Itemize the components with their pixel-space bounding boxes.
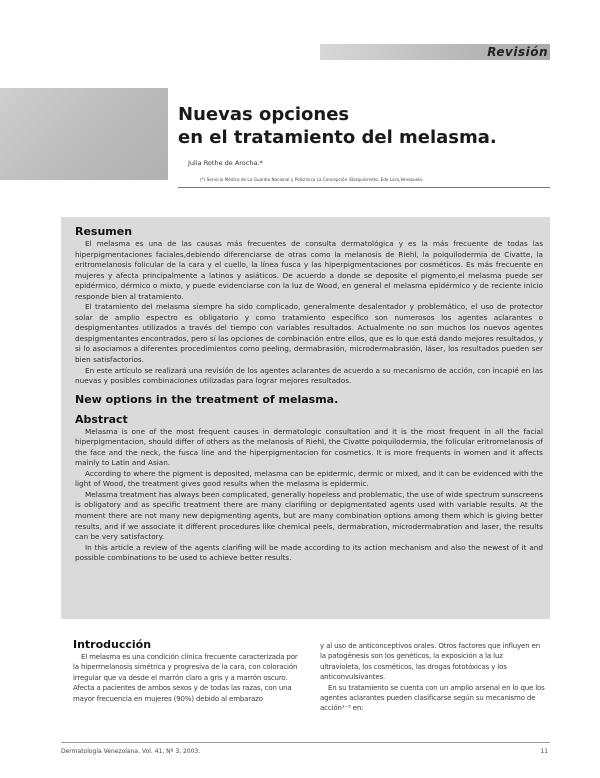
abstract-paragraph-2: According to where the pigment is deposited, melasma can be epidermic, dermic or mixed, and it can be evidenced with the light of Wood, the treatment gives good results when the melasma is epidermic.: [75, 468, 543, 489]
intro-right-column: [320, 641, 545, 714]
section-label: Revisión: [487, 45, 548, 59]
article-title: [178, 103, 558, 149]
title-line-2: en el tratamiento del melasma.: [178, 127, 497, 148]
intro-right-paragraph-2: En su tratamiento se cuenta con un amplio arsenal en lo que los agentes aclarantes pueden clasificarse según su mecanismo de acción¹⁻³ en:: [320, 683, 545, 713]
intro-right-paragraph-1: y al uso de anticonceptivos orales. Otros factores que influyen en la patogénesis son los genéticos, la exposición a la luz ultravioleta, los cosméticos, las drogas fototóxicas y los anticonvulsivantes.: [320, 642, 541, 682]
resumen-paragraph-1: El melasma es una de las causas más frecuentes de consulta dermatológica y es la más frecuente de todas las hiperpigmentaciones faciales,debiendo diferenciarse de otras como la melanosis de Riehl, la poiquilodermia de Civatte, la eritromelanosis folicular de la cara y el cuello, la línea fusca y las hiperpigmentaciones por cosméticos. Es más frecuente en mujeres y afecta principalmente a latinos y asiáticos. De acuerdo a donde se deposite el pigmento,el melasma puede ser epidérmico, dérmico o mixto, y puede evidenciarse con la luz de Wood, en general el melasma epidérmico y de reciente inicio responde bien al tratamiento.: [75, 239, 543, 301]
footer-page-number: 11: [540, 748, 548, 755]
intro-left-column: [73, 652, 298, 704]
english-title: New options in the treatment of melasma.: [75, 392, 339, 406]
affiliation: (*) Servicio Médico de La Guardia Nacional y Policlínica La Concepción (Barquisimeto, Edo Lara,Venezuela.: [200, 177, 424, 182]
title-line-1: Nuevas opciones: [178, 104, 350, 125]
abstract-box: [61, 217, 550, 619]
resumen-paragraph-3: En este artículo se realizará una revisión de los agentes aclarantes de acuerdo a su mecanismo de acción, con incapié en las nuevas y posibles combinaciones utilizadas para lograr mejores resultados.: [75, 365, 543, 386]
title-divider: [178, 187, 550, 188]
intro-left-paragraph: El melasma es una condición clínica frecuente caracterizada por la hiperrnelanosis simétrica y progresiva de la cara, con coloración irregular que va desde el marrón claro a gris y a marrón oscuro. Afecta a pacientes de ambos sexos y de todas las razas, con una mayor frecuencia en mujeres (90%) debido al embarazo: [73, 653, 298, 703]
abstract-paragraph-1: Melasma is one of the most frequent causes in dermatologic consultation and it is the most frequent in all the facial hiperpigmentacion, should differ of others as the melanosis of Riehl, the Civatte poiquilodermia, the folicular eritromelanosis of the face and the neck, the fusca line and the hiperpigmentacion for cosmetics. It is more frequents in women and it affects mainly to Latin and Asian.: [75, 426, 543, 468]
intro-heading: Introducción: [73, 638, 152, 651]
abstract-paragraph-3: Melasma treatment has always been complicated, generally hopeless and problematic, the use of wide spectrum sunscreens is obligatory and as specific treatment there are many clarifiing or depigmentated agents used with variable results. At the moment there are not many new depigmenting agents, but are many combination options among them which is giving better results, and if we associate it different procedures like chemical peels, dermabration, microdermabration and laser, the results can be very satisfactory.: [75, 489, 544, 542]
resumen-paragraph-2: El tratamiento del melasma siempre ha sido complicado, generalmente desalentador y problemático, el uso de protector solar de amplio espectro es obligatorio y como tratamiento específico son numerosos los agentes aclarantes o despigmentantes utilizados a través del tiempo con variables resultados. Actualmente no son muchos los nuevos agentes despigmentantes encontrados, pero sí las opciones de combinación entre ellos, que es lo que está dando mejores resultados, y si lo asociamos a diferentes procedimientos como peeling, dermabrasión, microdermabrasión, láser, los resultados pueden ser bien satisfactorios.: [75, 302, 543, 365]
decorative-gray-block: [0, 88, 168, 180]
footer-divider: [61, 742, 550, 743]
abstract-paragraph-4: In this article a review of the agents clarifing will be made according to its action mechanism and also the newest of it and possible combinations to be used to achieve better results.: [75, 542, 543, 563]
author: Julia Rothe de Arocha.*: [188, 159, 263, 167]
footer-journal: Dermatología Venezolana. Vol. 41, Nº 3, 2003.: [61, 748, 201, 755]
abstract-heading: Abstract: [75, 412, 128, 426]
resumen-heading: Resumen: [75, 225, 133, 238]
